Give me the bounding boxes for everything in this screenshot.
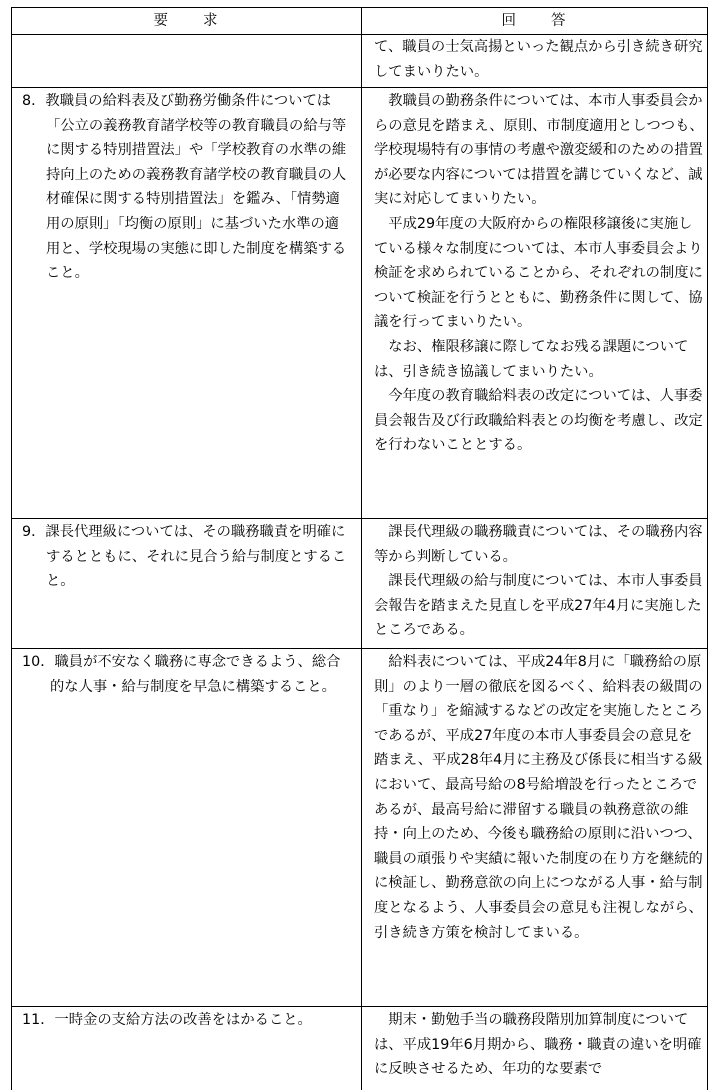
- row-divider: [12, 518, 707, 519]
- answer-paragraph: て、職員の士気高揚といった観点から引き続き研究してまいりたい。: [374, 39, 703, 80]
- answer-cell-8: [374, 89, 706, 458]
- row-divider: [12, 1006, 707, 1007]
- header-request: 要 求: [153, 13, 220, 29]
- answer-cell-11: [374, 1008, 706, 1082]
- answer-paragraph: 課長代理級の職務職責については、その職務内容等から判断している。: [374, 524, 703, 565]
- row-divider: [12, 87, 707, 88]
- request-item-10: 10．職員が不安なく職務に専念できるよう、総合的な人事・給与制度を早急に構築すること。: [22, 654, 341, 695]
- answer-cell-10: [374, 650, 706, 945]
- answer-paragraph: 平成29年度の大阪府からの権限移譲後に実施している様々な制度については、本市人事委員会より検証を求められていることから、それぞれの制度について検証を行うとともに、勤務条件に関して、協議を行ってまいりたい。: [374, 215, 703, 331]
- request-cell-9: [22, 520, 353, 594]
- answer-paragraph: なお、権限移譲に際してなお残る課題については、引き続き協議してまいりたい。: [374, 338, 689, 380]
- row-divider: [12, 648, 707, 649]
- request-item-11: 11．一時金の支給方法の改善をはかること。: [22, 1012, 312, 1028]
- answer-paragraph: 今年度の教育職給料表の改定については、人事委員会報告及び行政職給料表との均衡を考慮し、改定を行わないこととする。: [374, 388, 703, 454]
- header-answer: 回 答: [501, 13, 568, 29]
- answer-paragraph: 給料表については、平成24年8月に「職務給の原則」のより一層の徹底を図るべく、給料表の級間の「重なり」を縮減するなどの改定を実施したところであるが、平成27年度の本市人事委員会の意見を踏まえ、平成28年4月に主務及び係長に相当する級において、最高号給の8号給増設を行ったところであるが、最高号給に滞留する職員の執務意欲の維持・向上のため、今後も職務給の原則に沿いつつ、職員の頑張りや実績に報いた制度の在り方を継続的に検証し、勤務意欲の向上につながる人事・給与制度となるよう、人事委員会の意見も注視しながら、引き続き方策を検討してまいる。: [374, 654, 703, 941]
- request-cell-10: [22, 650, 353, 699]
- answer-paragraph: 期末・勤勉手当の職務段階別加算制度については、平成19年6月期から、職務・職責の違いを明確に反映させるため、年功的な要素で: [374, 1012, 702, 1078]
- request-item-8: 8．教職員の給料表及び勤務労働条件については「公立の義務教育諸学校等の教育職員の給与等に関する特別措置法」や「学校教育の水準の維持向上のための義務教育諸学校の教育職員の人材確保に関する特別措置法」を鑑み、「情勢適用の原則」「均衡の原則」に基づいた水準の適用と、学校現場の実態に即した制度を構築すること。: [22, 93, 347, 282]
- column-divider: [361, 8, 362, 1090]
- answer-cell-9: [374, 520, 706, 643]
- request-answer-table: [11, 7, 708, 1090]
- request-cell-11: [22, 1008, 353, 1033]
- request-cell-8: [22, 89, 353, 286]
- answer-paragraph: 教職員の勤務条件については、本市人事委員会からの意見を踏まえ、原則、市制度適用としつつも、学校現場特有の事情の考慮や激変緩和のための措置が必要な内容については措置を講じていくなど、誠実に対応してまいりたい。: [374, 93, 704, 208]
- request-item-9: 9．課長代理級については、その職務職責を明確にするとともに、それに見合う給与制度とすること。: [22, 524, 347, 590]
- answer-paragraph: 課長代理級の給与制度については、本市人事委員会報告を踏まえた見直しを平成27年4月に実施したところである。: [374, 573, 703, 639]
- answer-cell-continuation: [374, 35, 706, 84]
